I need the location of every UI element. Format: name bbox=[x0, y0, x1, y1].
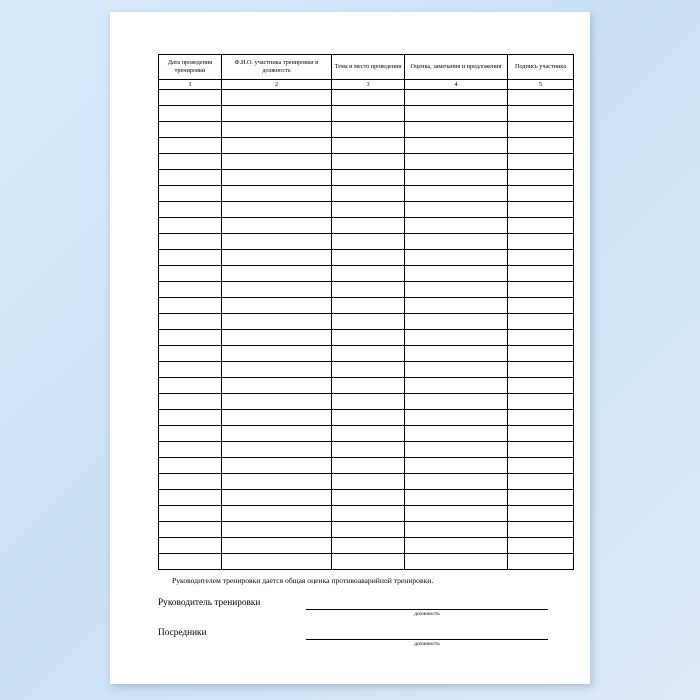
table-cell-empty[interactable] bbox=[222, 410, 332, 426]
table-cell-empty[interactable] bbox=[332, 170, 405, 186]
table-row[interactable] bbox=[159, 314, 574, 330]
table-cell-empty[interactable] bbox=[405, 138, 508, 154]
table-row[interactable] bbox=[159, 506, 574, 522]
table-cell-empty[interactable] bbox=[159, 106, 222, 122]
table-cell-empty[interactable] bbox=[405, 266, 508, 282]
table-cell-empty[interactable] bbox=[332, 474, 405, 490]
table-cell-empty[interactable] bbox=[508, 362, 574, 378]
table-cell-empty[interactable] bbox=[405, 122, 508, 138]
table-cell-empty[interactable] bbox=[332, 314, 405, 330]
table-cell-empty[interactable] bbox=[405, 522, 508, 538]
table-cell-empty[interactable] bbox=[508, 234, 574, 250]
table-cell-empty[interactable] bbox=[159, 378, 222, 394]
table-row[interactable] bbox=[159, 250, 574, 266]
table-row[interactable] bbox=[159, 154, 574, 170]
table-header-row bbox=[159, 55, 574, 80]
table-cell-empty[interactable] bbox=[159, 442, 222, 458]
table-cell-empty[interactable] bbox=[159, 394, 222, 410]
signature-label-mediators: Посредники bbox=[158, 628, 207, 639]
table-cell-empty[interactable] bbox=[159, 522, 222, 538]
table-cell-empty[interactable] bbox=[405, 154, 508, 170]
table-row[interactable] bbox=[159, 458, 574, 474]
table-row[interactable] bbox=[159, 410, 574, 426]
table-cell-empty[interactable] bbox=[332, 426, 405, 442]
table-cell-empty[interactable] bbox=[508, 442, 574, 458]
table-cell-empty[interactable] bbox=[508, 394, 574, 410]
table-cell-empty[interactable] bbox=[332, 282, 405, 298]
table-cell-empty[interactable] bbox=[508, 458, 574, 474]
table-row[interactable] bbox=[159, 346, 574, 362]
signature-label-leader: Руководитель тренировки bbox=[158, 598, 261, 609]
table-cell-empty[interactable] bbox=[332, 186, 405, 202]
signature-line-mediators bbox=[306, 639, 548, 640]
table-cell-empty[interactable] bbox=[332, 506, 405, 522]
table-cell-empty[interactable] bbox=[508, 154, 574, 170]
table-cell-empty[interactable] bbox=[222, 154, 332, 170]
table-cell-empty[interactable] bbox=[159, 474, 222, 490]
table-cell-empty[interactable] bbox=[222, 362, 332, 378]
table-cell-empty[interactable] bbox=[332, 346, 405, 362]
table-cell-empty[interactable] bbox=[332, 394, 405, 410]
table-cell-empty[interactable] bbox=[159, 426, 222, 442]
table-row[interactable] bbox=[159, 298, 574, 314]
table-cell-empty[interactable] bbox=[222, 490, 332, 506]
table-cell-empty[interactable] bbox=[332, 522, 405, 538]
table-cell-empty[interactable] bbox=[222, 218, 332, 234]
table-cell-empty[interactable] bbox=[159, 298, 222, 314]
table-row[interactable] bbox=[159, 266, 574, 282]
table-cell-empty[interactable] bbox=[332, 362, 405, 378]
table-cell-empty[interactable] bbox=[508, 410, 574, 426]
table-cell-empty[interactable] bbox=[222, 538, 332, 554]
table-cell-empty[interactable] bbox=[508, 426, 574, 442]
table-cell-empty[interactable] bbox=[332, 410, 405, 426]
table-cell-empty[interactable] bbox=[222, 122, 332, 138]
table-cell-empty[interactable] bbox=[405, 298, 508, 314]
table-cell-empty[interactable] bbox=[508, 282, 574, 298]
signature-line-leader bbox=[306, 609, 548, 610]
table-cell-empty[interactable] bbox=[222, 378, 332, 394]
table-cell-empty[interactable] bbox=[222, 330, 332, 346]
table-row[interactable] bbox=[159, 426, 574, 442]
table-cell-empty[interactable] bbox=[159, 490, 222, 506]
table-cell-empty[interactable] bbox=[405, 234, 508, 250]
table-cell-empty[interactable] bbox=[508, 218, 574, 234]
table-cell-empty[interactable] bbox=[332, 234, 405, 250]
column-header-date: Дата проведения тренировки bbox=[159, 55, 222, 80]
table-row[interactable] bbox=[159, 202, 574, 218]
column-number-3: 3 bbox=[332, 80, 405, 90]
table-cell-empty[interactable] bbox=[332, 218, 405, 234]
table-cell-empty[interactable] bbox=[222, 346, 332, 362]
table-cell-empty[interactable] bbox=[222, 106, 332, 122]
table-cell-empty[interactable] bbox=[405, 538, 508, 554]
column-header-topic: Тема и место проведения bbox=[332, 55, 405, 80]
column-header-assessment: Оценка, замечания и предложения bbox=[405, 55, 508, 80]
table-row[interactable] bbox=[159, 234, 574, 250]
table-cell-empty[interactable] bbox=[508, 250, 574, 266]
table-cell-empty[interactable] bbox=[159, 282, 222, 298]
table-cell-empty[interactable] bbox=[405, 170, 508, 186]
table-cell-empty[interactable] bbox=[159, 538, 222, 554]
column-number-2: 2 bbox=[222, 80, 332, 90]
table-cell-empty[interactable] bbox=[222, 314, 332, 330]
table-cell-empty[interactable] bbox=[222, 282, 332, 298]
table-cell-empty[interactable] bbox=[222, 298, 332, 314]
table-cell-empty[interactable] bbox=[332, 138, 405, 154]
table-row[interactable] bbox=[159, 490, 574, 506]
table-cell-empty[interactable] bbox=[508, 202, 574, 218]
table-cell-empty[interactable] bbox=[222, 474, 332, 490]
table-cell-empty[interactable] bbox=[508, 506, 574, 522]
table-cell-empty[interactable] bbox=[508, 378, 574, 394]
signature-block bbox=[158, 598, 548, 658]
table-cell-empty[interactable] bbox=[508, 330, 574, 346]
table-cell-empty[interactable] bbox=[222, 138, 332, 154]
table-cell-empty[interactable] bbox=[159, 362, 222, 378]
table-cell-empty[interactable] bbox=[508, 474, 574, 490]
table-cell-empty[interactable] bbox=[222, 554, 332, 570]
table-row[interactable] bbox=[159, 330, 574, 346]
table-cell-empty[interactable] bbox=[405, 442, 508, 458]
table-cell-empty[interactable] bbox=[222, 506, 332, 522]
training-journal-table bbox=[158, 54, 574, 570]
table-cell-empty[interactable] bbox=[332, 90, 405, 106]
table-cell-empty[interactable] bbox=[332, 330, 405, 346]
table-cell-empty[interactable] bbox=[332, 154, 405, 170]
table-row[interactable] bbox=[159, 106, 574, 122]
document-content bbox=[158, 54, 566, 658]
table-cell-empty[interactable] bbox=[508, 138, 574, 154]
table-cell-empty[interactable] bbox=[332, 298, 405, 314]
table-cell-empty[interactable] bbox=[159, 314, 222, 330]
table-header bbox=[159, 55, 574, 90]
table-cell-empty[interactable] bbox=[508, 314, 574, 330]
assessment-note: Руководителем тренировки дается общая оценка противоаварийной тренировки. bbox=[172, 576, 434, 586]
table-cell-empty[interactable] bbox=[332, 106, 405, 122]
table-cell-empty[interactable] bbox=[508, 106, 574, 122]
table-cell-empty[interactable] bbox=[405, 426, 508, 442]
table-cell-empty[interactable] bbox=[405, 250, 508, 266]
table-cell-empty[interactable] bbox=[405, 458, 508, 474]
table-cell-empty[interactable] bbox=[222, 266, 332, 282]
table-cell-empty[interactable] bbox=[508, 522, 574, 538]
table-cell-empty[interactable] bbox=[405, 362, 508, 378]
table-cell-empty[interactable] bbox=[405, 282, 508, 298]
table-cell-empty[interactable] bbox=[332, 442, 405, 458]
table-cell-empty[interactable] bbox=[332, 538, 405, 554]
table-cell-empty[interactable] bbox=[159, 506, 222, 522]
table-cell-empty[interactable] bbox=[222, 426, 332, 442]
table-cell-empty[interactable] bbox=[159, 138, 222, 154]
table-cell-empty[interactable] bbox=[159, 554, 222, 570]
table-row[interactable] bbox=[159, 378, 574, 394]
table-cell-empty[interactable] bbox=[222, 458, 332, 474]
table-cell-empty[interactable] bbox=[159, 218, 222, 234]
table-cell-empty[interactable] bbox=[159, 458, 222, 474]
table-cell-empty[interactable] bbox=[405, 330, 508, 346]
document-page bbox=[110, 12, 590, 684]
table-cell-empty[interactable] bbox=[508, 186, 574, 202]
table-cell-empty[interactable] bbox=[332, 266, 405, 282]
table-cell-empty[interactable] bbox=[159, 330, 222, 346]
table-cell-empty[interactable] bbox=[508, 298, 574, 314]
table-column-numbers-row bbox=[159, 80, 574, 90]
signature-row-leader bbox=[158, 598, 548, 628]
table-cell-empty[interactable] bbox=[159, 122, 222, 138]
table-cell-empty[interactable] bbox=[405, 346, 508, 362]
table-cell-empty[interactable] bbox=[405, 106, 508, 122]
table-row[interactable] bbox=[159, 186, 574, 202]
table-cell-empty[interactable] bbox=[159, 154, 222, 170]
column-number-4: 4 bbox=[405, 80, 508, 90]
table-cell-empty[interactable] bbox=[222, 442, 332, 458]
table-cell-empty[interactable] bbox=[159, 186, 222, 202]
table-cell-empty[interactable] bbox=[222, 170, 332, 186]
table-row[interactable] bbox=[159, 554, 574, 570]
table-cell-empty[interactable] bbox=[405, 90, 508, 106]
table-cell-empty[interactable] bbox=[405, 378, 508, 394]
table-cell-empty[interactable] bbox=[222, 186, 332, 202]
table-cell-empty[interactable] bbox=[508, 122, 574, 138]
column-number-5: 5 bbox=[508, 80, 574, 90]
table-cell-empty[interactable] bbox=[405, 218, 508, 234]
table-cell-empty[interactable] bbox=[405, 410, 508, 426]
table-cell-empty[interactable] bbox=[332, 202, 405, 218]
table-cell-empty[interactable] bbox=[405, 202, 508, 218]
table-cell-empty[interactable] bbox=[405, 314, 508, 330]
table-cell-empty[interactable] bbox=[332, 458, 405, 474]
table-row[interactable] bbox=[159, 90, 574, 106]
table-cell-empty[interactable] bbox=[222, 234, 332, 250]
table-cell-empty[interactable] bbox=[508, 538, 574, 554]
table-cell-empty[interactable] bbox=[508, 170, 574, 186]
table-cell-empty[interactable] bbox=[508, 90, 574, 106]
table-cell-empty[interactable] bbox=[159, 90, 222, 106]
table-cell-empty[interactable] bbox=[222, 394, 332, 410]
table-cell-empty[interactable] bbox=[405, 506, 508, 522]
table-row[interactable] bbox=[159, 442, 574, 458]
table-cell-empty[interactable] bbox=[332, 378, 405, 394]
table-row[interactable] bbox=[159, 282, 574, 298]
column-header-participant: Ф.И.О. участника тренировки и должность bbox=[222, 55, 332, 80]
signature-caption-leader: должность bbox=[414, 611, 440, 618]
table-cell-empty[interactable] bbox=[159, 170, 222, 186]
table-cell-empty[interactable] bbox=[159, 410, 222, 426]
table-body bbox=[159, 90, 574, 570]
table-row[interactable] bbox=[159, 122, 574, 138]
table-cell-empty[interactable] bbox=[405, 474, 508, 490]
table-row[interactable] bbox=[159, 474, 574, 490]
table-cell-empty[interactable] bbox=[159, 250, 222, 266]
table-cell-empty[interactable] bbox=[222, 90, 332, 106]
table-cell-empty[interactable] bbox=[508, 266, 574, 282]
table-row[interactable] bbox=[159, 138, 574, 154]
table-row[interactable] bbox=[159, 170, 574, 186]
table-cell-empty[interactable] bbox=[159, 346, 222, 362]
table-row[interactable] bbox=[159, 522, 574, 538]
table-cell-empty[interactable] bbox=[508, 554, 574, 570]
table-cell-empty[interactable] bbox=[159, 234, 222, 250]
table-row[interactable] bbox=[159, 538, 574, 554]
column-header-signature: Подпись участника bbox=[508, 55, 574, 80]
table-cell-empty[interactable] bbox=[508, 346, 574, 362]
table-cell-empty[interactable] bbox=[332, 554, 405, 570]
signature-caption-mediators: должность bbox=[414, 641, 440, 648]
table-row[interactable] bbox=[159, 218, 574, 234]
table-cell-empty[interactable] bbox=[405, 490, 508, 506]
table-cell-empty[interactable] bbox=[159, 266, 222, 282]
table-cell-empty[interactable] bbox=[159, 202, 222, 218]
table-cell-empty[interactable] bbox=[332, 250, 405, 266]
table-cell-empty[interactable] bbox=[222, 202, 332, 218]
table-cell-empty[interactable] bbox=[508, 490, 574, 506]
column-number-1: 1 bbox=[159, 80, 222, 90]
table-row[interactable] bbox=[159, 394, 574, 410]
table-cell-empty[interactable] bbox=[222, 250, 332, 266]
table-cell-empty[interactable] bbox=[405, 394, 508, 410]
table-cell-empty[interactable] bbox=[332, 122, 405, 138]
table-cell-empty[interactable] bbox=[405, 186, 508, 202]
table-cell-empty[interactable] bbox=[222, 522, 332, 538]
table-cell-empty[interactable] bbox=[332, 490, 405, 506]
table-cell-empty[interactable] bbox=[405, 554, 508, 570]
table-row[interactable] bbox=[159, 362, 574, 378]
signature-row-mediators bbox=[158, 628, 548, 658]
